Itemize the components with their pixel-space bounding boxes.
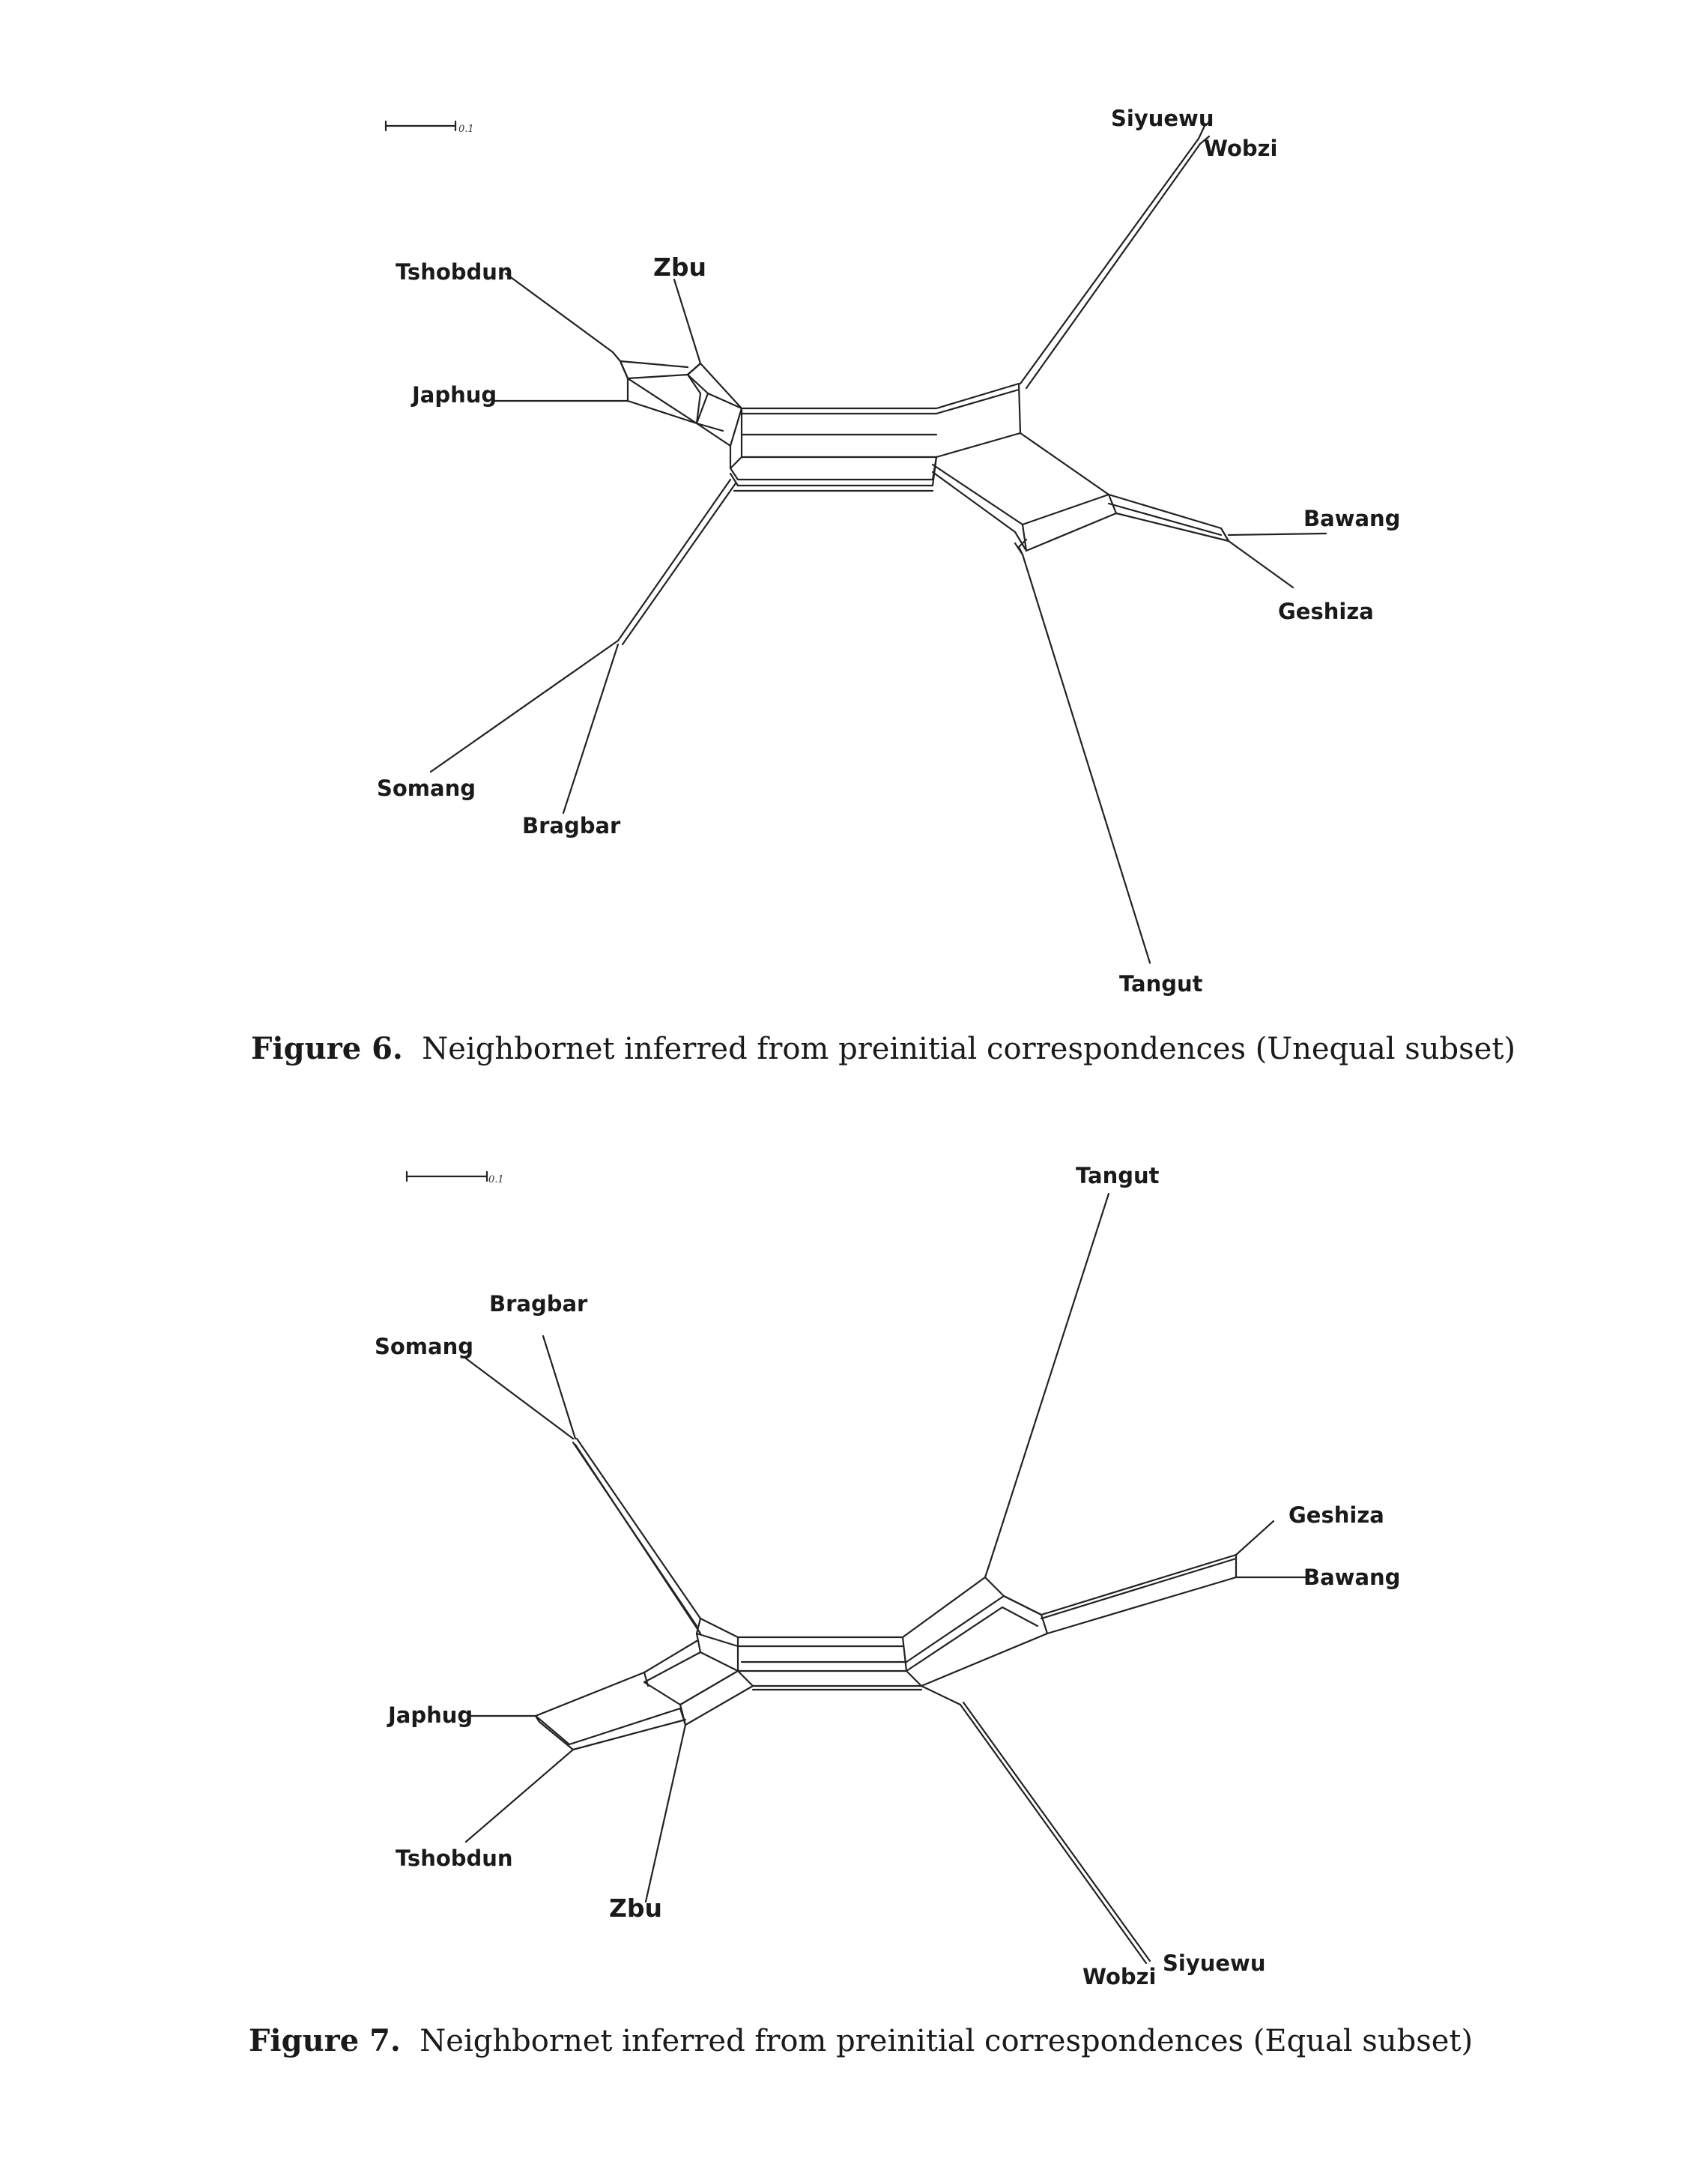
figure7-network (0, 1109, 1708, 2158)
figure6-label-geshiza: Geshiza (1278, 599, 1374, 624)
figure6-network (0, 0, 1708, 1049)
figure6-label-bawang: Bawang (1303, 506, 1401, 531)
figure7-label-wobzi: Wobzi (1082, 1964, 1157, 1989)
figure6-label-somang: Somang (377, 776, 476, 801)
figure6-caption-number: Figure 6. (251, 1031, 403, 1066)
figure7-scale-label: 0.1 (488, 1174, 504, 1185)
figure6-scale-bar (386, 121, 474, 135)
figure6-label-japhug: Japhug (412, 382, 497, 408)
figure7-label-zbu: Zbu (609, 1894, 663, 1923)
figure7-caption-text: Neighbornet inferred from preinitial correspondences (Equal subset) (420, 2024, 1474, 2058)
figure7-splits-graph (466, 1194, 1309, 1963)
figure6-caption (251, 1031, 1515, 1066)
figure7-caption (249, 2023, 1473, 2058)
figure7-label-siyuewu: Siyuewu (1163, 1950, 1266, 1976)
figure6-label-zbu: Zbu (653, 253, 707, 282)
figure7-scale-bar (407, 1172, 504, 1185)
figure7-label-geshiza: Geshiza (1288, 1502, 1384, 1528)
figure6-label-tangut: Tangut (1119, 971, 1203, 997)
figure7-label-somang: Somang (375, 1334, 474, 1359)
figure7-label-tshobdun: Tshobdun (396, 1846, 513, 1871)
figure6-label-bragbar: Bragbar (522, 813, 621, 838)
figure7-caption-number: Figure 7. (249, 2023, 401, 2058)
figure6-label-tshobdun: Tshobdun (396, 259, 513, 285)
figure7-label-tangut: Tangut (1076, 1163, 1160, 1188)
figure7-label-bawang: Bawang (1303, 1565, 1401, 1590)
figure7-label-bragbar: Bragbar (489, 1291, 588, 1317)
figure7-label-japhug: Japhug (388, 1702, 473, 1728)
figure6-label-siyuewu: Siyuewu (1111, 106, 1214, 131)
figure6-scale-label: 0.1 (458, 124, 474, 135)
figure6-label-wobzi: Wobzi (1204, 136, 1278, 161)
figure6-caption-text: Neighbornet inferred from preinitial correspondences (Unequal subset) (422, 1032, 1516, 1066)
